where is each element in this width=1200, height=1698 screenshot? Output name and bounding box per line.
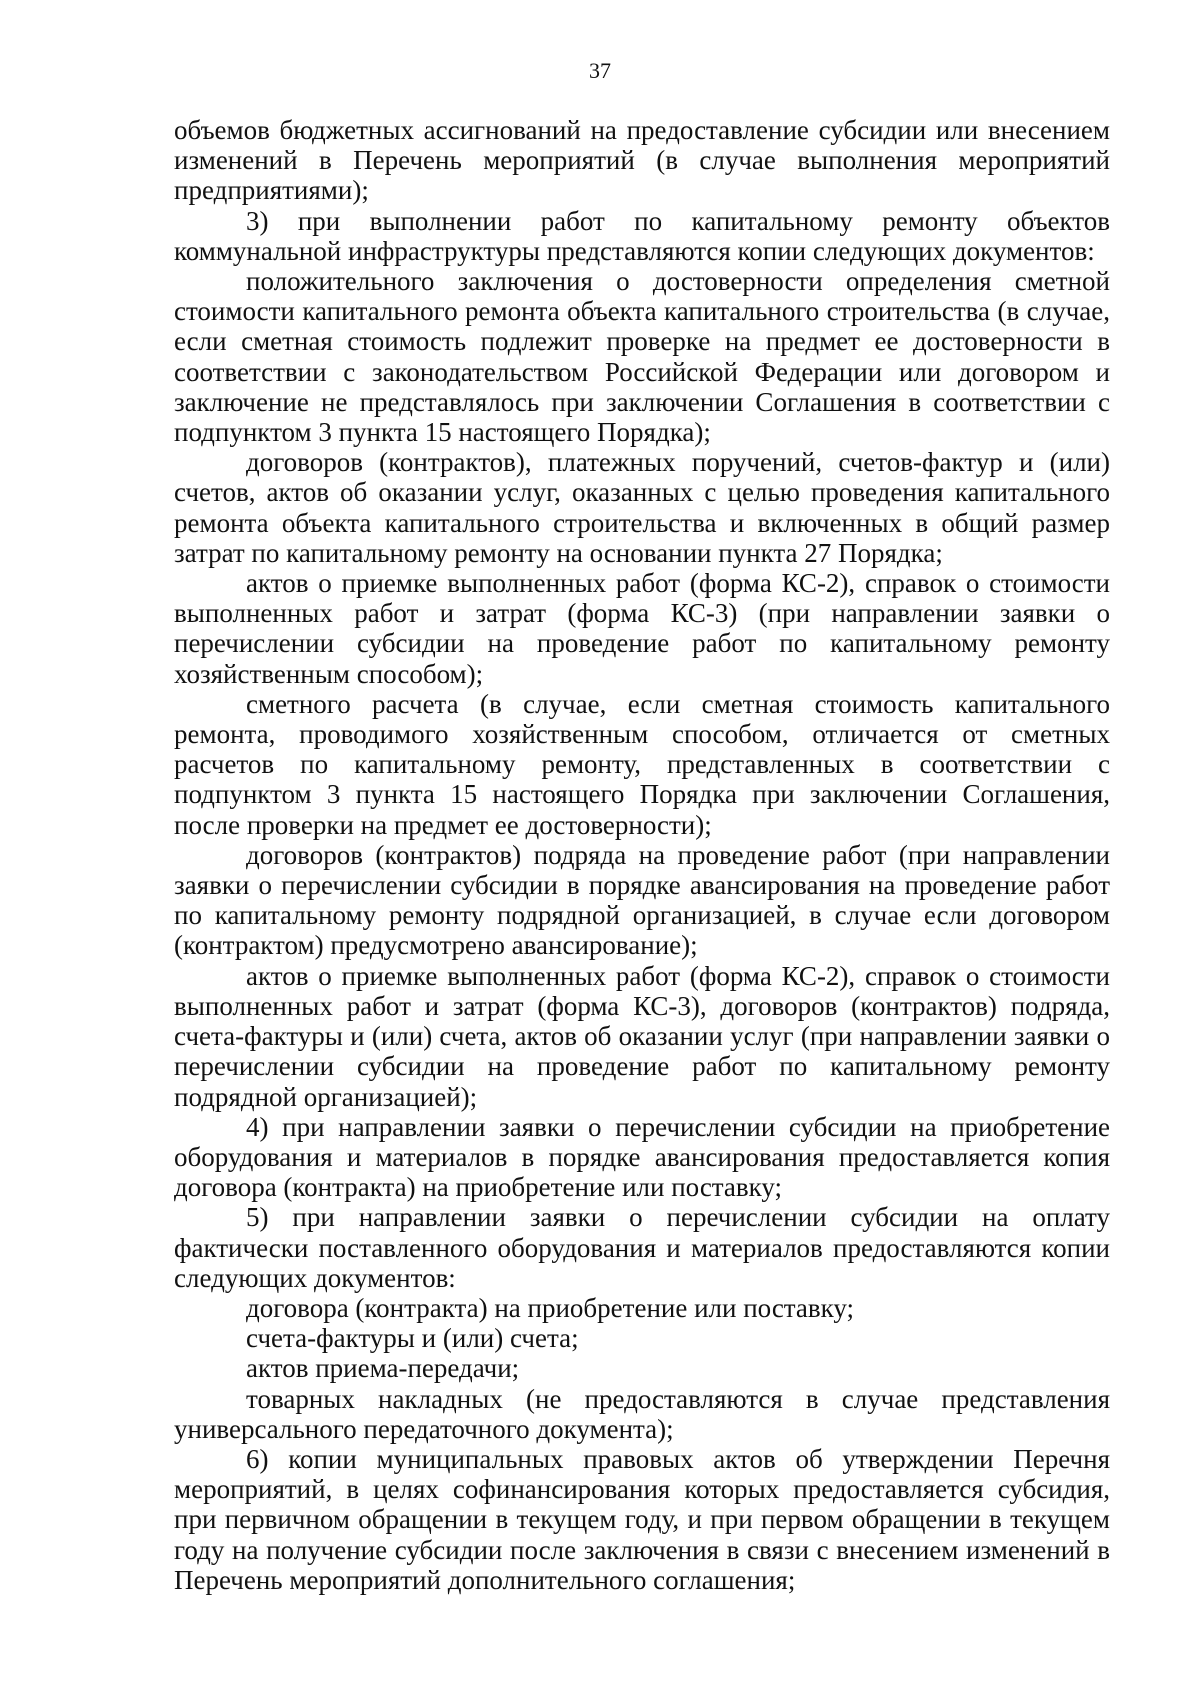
paragraph-item-6-municipal-acts: 6) копии муниципальных правовых актов об утверждении Перечня мероприятий, в целях софинансирования которых предоставляется субсидия, при первичном обращении в текущем году, и при первом обращении в текущем году на получение субсидии после заключения в связи с внесением изменений в Перечень мероприятий дополнительного соглашения; [174, 1443, 1110, 1595]
document-body [174, 115, 1110, 1595]
list-item-waybills: товарных накладных (не предоставляются в случае представления универсального передаточного документа); [174, 1383, 1110, 1444]
paragraph-estimate-calculation: сметного расчета (в случае, если сметная стоимость капитального ремонта, проводимого хозяйственным способом, отличается от сметных расчетов по капитальному ремонту, представленных в соответствии с подпунктом 3 пункта 15 настоящего Порядка при заключении Соглашения, после проверки на предмет ее достоверности); [174, 688, 1110, 840]
paragraph-budget-allocations: объемов бюджетных ассигнований на предоставление субсидии или внесением изменений в Перечень мероприятий (в случае выполнения мероприятий предприятиями); [174, 115, 1110, 206]
paragraph-item-4-equipment-advance: 4) при направлении заявки о перечислении субсидии на приобретение оборудования и материалов в порядке авансирования предоставляется копия договора (контракта) на приобретение или поставку; [174, 1111, 1110, 1203]
paragraph-contract-advance: договоров (контрактов) подряда на проведение работ (при направлении заявки о перечислении субсидии в порядке авансирования на проведение работ по капитальному ремонту подрядной организацией, в случае если договором (контрактом) предусмотрено авансирование); [174, 839, 1110, 961]
paragraph-acceptance-acts-household: актов о приемке выполненных работ (форма КС-2), справок о стоимости выполненных работ и затрат (форма КС-3) (при направлении заявки о перечислении субсидии на проведение работ по капитальному ремонту хозяйственным способом); [174, 568, 1110, 689]
list-item-supply-contract: договора (контракта) на приобретение или поставку; [246, 1292, 855, 1323]
paragraph-item-5-equipment-payment: 5) при направлении заявки о перечислении субсидии на оплату фактически поставленного оборудования и материалов предоставляются копии следующих документов: [174, 1202, 1110, 1293]
list-item-transfer-acts: актов приема-передачи; [246, 1353, 520, 1384]
list-item-invoices: счета-фактуры и (или) счета; [246, 1323, 579, 1354]
paragraph-contracts-payment-orders: договоров (контрактов), платежных поручений, счетов-фактур и (или) счетов, актов об оказании услуг, оказанных с целью проведения капитального ремонта объекта капитального строительства и включенных в общий размер затрат по капитальному ремонту на основании пункта 27 Порядка; [174, 447, 1110, 568]
paragraph-acceptance-acts-contractor: актов о приемке выполненных работ (форма КС-2), справок о стоимости выполненных работ и затрат (форма КС-3), договоров (контрактов) подряда, счета-фактуры и (или) счета, актов об оказании услуг (при направлении заявки о перечислении субсидии на проведение работ по капитальному ремонту подрядной организацией); [174, 960, 1110, 1112]
page-number: 37 [589, 58, 611, 83]
paragraph-item-3-capital-repair: 3) при выполнении работ по капитальному ремонту объектов коммунальной инфраструктуры представляются копии следующих документов: [174, 205, 1110, 266]
paragraph-positive-conclusion: положительного заключения о достоверности определения сметной стоимости капитального ремонта объекта капитального строительства (в случае, если сметная стоимость подлежит проверке на предмет ее достоверности в соответствии с законодательством Российской Федерации или договором и заключение не представлялось при заключении Соглашения в соответствии с подпунктом 3 пункта 15 настоящего Порядка); [174, 266, 1110, 448]
